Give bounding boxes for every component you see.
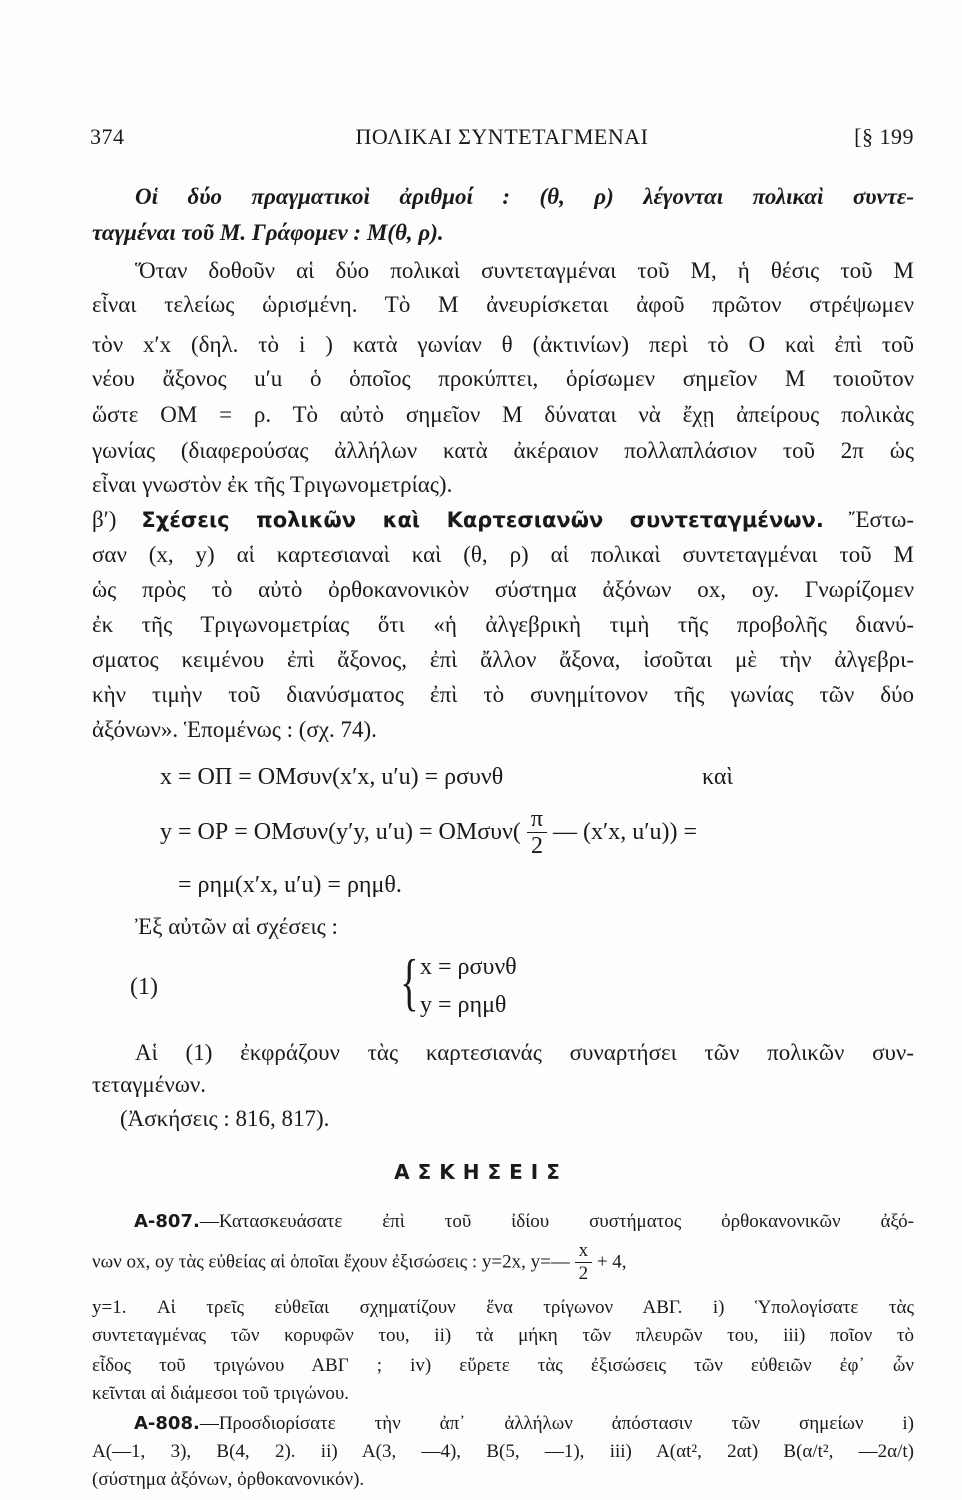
subsection-line [92,505,914,535]
text-line: κεῖνται αἱ διάμεσοι τοῦ τριγώνου. [92,1383,349,1404]
text-line: y=1. Αἱ τρεῖς εὐθεῖαι σχηματίζουν ἕνα τρίγωνον ΑΒΓ. i) Ὑπολογίσατε τὰς [92,1297,914,1318]
text-line: γωνίας (διαφερούσας ἀλλήλων κατὰ ἀκέραιον πολλαπλάσιον τοῦ 2π ὡς [92,438,914,463]
fraction-numerator: x [575,1240,593,1263]
text-line: συντεταγμένας τῶν κορυφῶν του, ii) τὰ μήκη τῶν πλευρῶν του, iii) ποῖον τὸ [92,1325,914,1346]
text-line: εἶναι τελείως ὡρισμένη. Τὸ Μ ἀνευρίσκεται ἀφοῦ πρῶτον στρέψωμεν [92,292,914,317]
text-fragment: —Κατασκευάσατε ἐπὶ τοῦ ἰδίου συστήματος ὀρθοκανονικῶν ἀξό- [199,1211,914,1232]
section-reference: [§ 199 [854,124,914,149]
system-equation-1: x = ρσυνθ [420,954,517,980]
text-line: σματος κειμένου ἐπὶ ἄξονος, ἐπὶ ἄλλον ἄξονα, ἰσοῦται μὲ τὴν ἀλγεβρι- [92,647,914,672]
system-brace: { [400,946,419,1017]
page-number: 374 [90,124,125,149]
text-fragment: —Προσδιορίσατε τὴν ἀπ᾽ ἀλλήλων ἀπόστασιν τῶν σημείων i) [199,1413,914,1434]
exercise-808-line-1 [134,1410,914,1438]
equation-y [160,806,697,866]
text-fragment: Ἔστω- [848,507,914,532]
text-line: κὴν τιμὴν τοῦ διανύσματος ἐπὶ τὸ συνημίτονον τῆς γωνίας τῶν δύο [92,682,914,707]
subsection-label: β′) [92,507,117,532]
text-line: εἶναι γνωστὸν ἐκ τῆς Τριγωνομετρίας). [92,472,453,497]
text-fragment: νων οx, οy τὰς εὐθείας αἱ ὁποῖαι ἔχουν ἐξισώσεις : y=2x, y=— [92,1251,570,1273]
text-line: ὥστε ΟΜ = ρ. Τὸ αὐτὸ σημεῖον Μ δύναται νὰ ἔχῃ ἀπείρους πολικὰς [92,402,914,427]
text-line: τεταγμένων. [92,1072,207,1097]
definition-line-2: ταγμέναι τοῦ Μ. Γράφομεν : Μ(θ, ρ). [92,220,444,245]
text-line: σαν (x, y) αἱ καρτεσιαναὶ καὶ (θ, ρ) αἱ πολικαὶ συντεταγμέναι τοῦ Μ [92,542,914,567]
fraction-denominator: 2 [578,1263,589,1284]
fraction-numerator: π [527,806,547,833]
text-line: (σύστημα ἀξόνων, ὀρθοκανονικόν). [92,1469,365,1490]
definition-line-1: Οἱ δύο πραγματικοὶ ἀριθμοί : (θ, ρ) λέγονται πολικαὶ συντε- [135,184,914,209]
fraction-pi-over-2 [527,806,547,859]
equation-conjunction: καὶ [702,764,733,790]
text-line: Α(—1, 3), Β(4, 2). ii) Α(3, —4), Β(5, —1), iii) Α(αt², 2αt) Β(α/t², —2α/t) [92,1441,914,1462]
text-line: Ὅταν δοθοῦν αἱ δύο πολικαὶ συντεταγμέναι τοῦ Μ, ἡ θέσις τοῦ Μ [135,258,914,283]
fraction-denominator: 2 [530,833,543,859]
exercise-807-line-2 [92,1240,914,1292]
system-label: (1) [130,974,158,1000]
text-line: ὡς πρὸς τὸ αὐτὸ ὀρθοκανονικὸν σύστημα ἀξόνων οx, οy. Γνωρίζομεν [92,577,914,602]
equation-y-right: — (x′x, u′u)) = [553,819,698,845]
equation-y-left: y = ΟΡ = ΟΜσυν(y′y, u′u) = ΟΜσυν( [160,819,521,845]
exercise-reference: (Ἀσκήσεις : 816, 817). [120,1106,330,1131]
system-equation-2: y = ρημθ [420,992,507,1018]
running-title: ΠΟΛΙΚΑΙ ΣΥΝΤΕΤΑΓΜΕΝΑΙ [355,124,649,149]
text-line: εἶδος τοῦ τριγώνου ΑΒΓ ; iv) εὕρετε τὰς ἐξισώσεις τῶν εὐθειῶν ἐφ᾽ ὧν [92,1355,914,1376]
text-line: νέου ἄξονος u′u ὁ ὁποῖος προκύπτει, ὁρίσωμεν σημεῖον Μ τοιοῦτον [92,366,914,391]
text-fragment: + 4, [596,1251,627,1273]
exercise-807-line-1 [134,1208,914,1236]
exercises-heading: ΑΣΚΗΣΕΙΣ [394,1160,568,1184]
exercise-807-number: Α-807. [134,1211,200,1232]
equation-x: x = ΟΠ = ΟΜσυν(x′x, u′u) = ρσυνθ [160,764,504,790]
equation-y-continued: = ρημ(x′x, u′u) = ρημθ. [178,872,402,898]
subsection-heading: Σχέσεις πολικῶν καὶ Καρτεσιανῶν συντεταγμένων. [141,508,824,532]
text-line: τὸν x′x (δηλ. τὸ i ) κατὰ γωνίαν θ (ἀκτινίων) περὶ τὸ Ο καὶ ἐπὶ τοῦ [92,332,914,357]
fraction-x-over-2 [575,1240,593,1285]
text-line: ἐκ τῆς Τριγωνομετρίας ὅτι «ἡ ἀλγεβρικὴ τιμὴ τῆς προβολῆς διανύ- [92,612,914,637]
running-header [90,124,914,156]
exercise-808-number: Α-808. [134,1413,200,1434]
text-line: Ἐξ αὐτῶν αἱ σχέσεις : [135,914,338,939]
text-line: ἀξόνων». Ἑπομένως : (σχ. 74). [92,717,377,742]
text-line: Αἱ (1) ἐκφράζουν τὰς καρτεσιανάς συναρτήσει τῶν πολικῶν συν- [135,1040,914,1065]
